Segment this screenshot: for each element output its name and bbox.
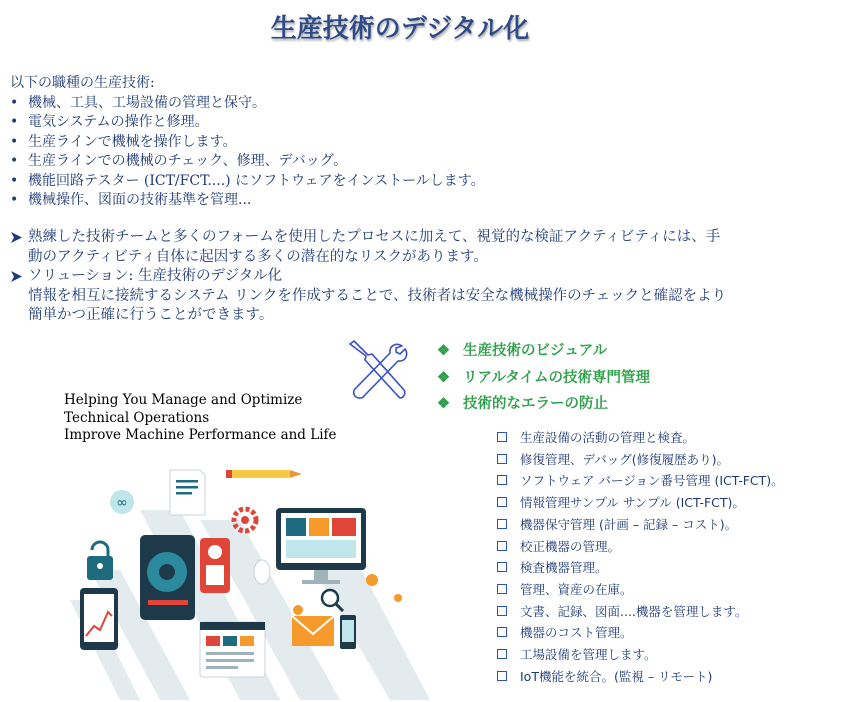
intro-item: • 生産ラインで機械を操作します。 — [10, 133, 485, 153]
arrow-right-icon — [10, 267, 24, 286]
checklist-item: 管理、資産の在庫。 — [497, 579, 784, 601]
intro-item: • 機能回路テスター (ICT/FCT....) にソフトウェアをインストールします。 — [10, 172, 485, 192]
checkbox-icon — [497, 671, 507, 681]
disk-icon — [140, 535, 195, 620]
checklist-item: 校正機器の管理。 — [497, 536, 784, 558]
checklist-item: 機器保守管理 (計画 – 記録 – コスト)。 — [497, 514, 784, 536]
phone-icon — [200, 538, 230, 593]
technology-illustration — [40, 450, 440, 700]
checkbox-icon — [497, 454, 507, 464]
checklist-item: 生産設備の活動の管理と検査。 — [497, 427, 784, 449]
highlight-item: ❖ リアルタイムの技術専門管理 — [437, 365, 650, 392]
diamond-bullet-icon: ❖ — [437, 395, 450, 412]
checkbox-icon — [497, 584, 507, 594]
svg-text:∞: ∞ — [116, 495, 128, 511]
checkbox-icon — [497, 606, 507, 616]
pencil-icon — [226, 470, 302, 478]
intro-heading: 以下の職種の生産技術: — [10, 75, 155, 91]
checklist-item: 工場設備を管理します。 — [497, 644, 784, 666]
arrow-right-icon — [10, 228, 24, 247]
intro-item: • 機械、工具、工場設備の管理と保守。 — [10, 94, 485, 114]
helping-line: Technical Operations — [64, 409, 210, 426]
checkbox-icon — [497, 497, 507, 507]
bullet-text: 熟練した技術チームと多くのフォームを使用したプロセスに加えて、視覚的な検証アクティビティには、手 — [28, 229, 721, 245]
arrow-bullet — [10, 267, 820, 287]
highlight-list — [437, 338, 650, 418]
highlight-item: ❖ 生産技術のビジュアル — [437, 338, 650, 365]
checkbox-icon — [497, 541, 507, 551]
intro-item: • 電気システムの操作と修理。 — [10, 113, 485, 133]
checkbox-icon — [497, 562, 507, 572]
solution-text: ソリューション: 生産技術のデジタル化 — [28, 268, 283, 284]
feature-checklist — [497, 427, 784, 687]
helping-line: Helping You Manage and Optimize — [64, 392, 303, 408]
checklist-item: 情報管理サンプル サンプル (ICT-FCT)。 — [497, 492, 784, 514]
infinity-icon — [110, 490, 134, 514]
helping-line: Improve Machine Performance and Life — [64, 427, 337, 443]
intro-item: • 機械操作、図面の技術基準を管理... — [10, 191, 485, 211]
document-icon — [170, 470, 205, 515]
diamond-bullet-icon: ❖ — [437, 368, 450, 386]
checklist-item: ソフトウェア バージョン番号管理 (ICT-FCT)。 — [497, 470, 784, 492]
intro-list — [10, 94, 485, 211]
checklist-item: 修復管理、デバッグ(修復履歴あり)。 — [497, 449, 784, 471]
highlight-item: ❖ 技術的なエラーの防止 — [437, 391, 650, 418]
description-section — [10, 228, 820, 326]
checklist-item: 文書、記録、図面....機器を管理します。 — [497, 601, 784, 623]
intro-section — [10, 74, 485, 211]
checklist-item: 機器のコスト管理。 — [497, 622, 784, 644]
tablet-chart-icon — [80, 588, 118, 650]
checkbox-icon — [497, 432, 507, 442]
bullet-continuation: 動のアクティビティ自体に起因する多くの潜在的なリスクがあります。 — [28, 248, 488, 265]
checkbox-icon — [497, 519, 507, 529]
lock-icon — [87, 542, 113, 580]
wrench-screwdriver-icon — [344, 338, 414, 404]
envelope-icon — [292, 616, 334, 646]
checklist-item: IoT機能を統合。(監視 – リモート) — [497, 666, 784, 688]
solution-detail: 簡単かつ正確に行うことができます。 — [28, 307, 274, 323]
solution-detail: 情報を相互に接続するシステム リンクを作成することで、技術者は安全な機械操作のチェックと確認をより — [28, 287, 727, 304]
page-title: 生産技術のデジタル化 — [270, 14, 530, 44]
checkbox-icon — [497, 649, 507, 659]
mobile-icon — [340, 615, 356, 649]
mouse-icon — [254, 560, 270, 584]
helping-text — [64, 392, 337, 445]
diamond-bullet-icon: ❖ — [437, 342, 450, 359]
checklist-item: 検査機器管理。 — [497, 557, 784, 579]
checkbox-icon — [497, 627, 507, 637]
browser-window-icon — [200, 622, 265, 677]
checkbox-icon — [497, 475, 507, 485]
intro-item: • 生産ラインでの機械のチェック、修理、デバッグ。 — [10, 152, 485, 172]
arrow-bullet — [10, 228, 820, 248]
